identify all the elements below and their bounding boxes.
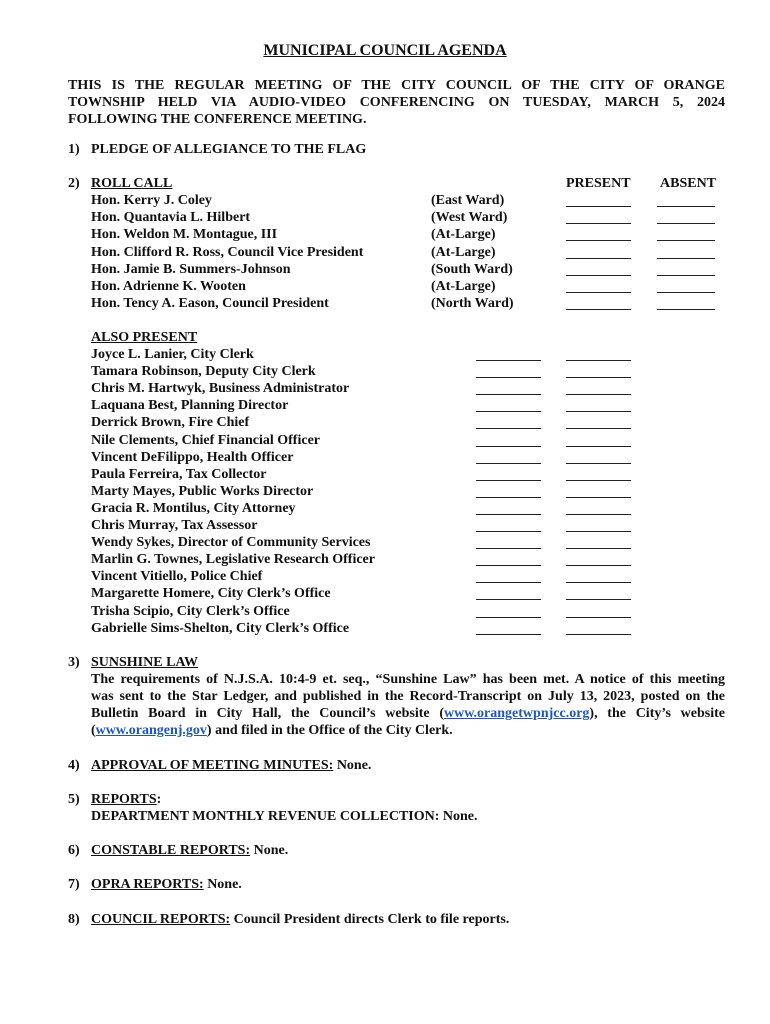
staff-name: Vincent Vitiello, Police Chief (91, 569, 263, 585)
staff-name: Paula Ferreira, Tax Collector (91, 466, 267, 482)
absent-blank-line[interactable] (566, 582, 631, 583)
reports-heading: REPORTS (91, 792, 157, 807)
absent-blank-line[interactable] (657, 309, 715, 310)
council-member-ward: (North Ward) (431, 296, 514, 312)
absent-blank-line[interactable] (566, 480, 631, 481)
present-blank-line[interactable] (566, 240, 631, 241)
staff-name: Derrick Brown, Fire Chief (91, 415, 250, 431)
item-number: 5) (68, 792, 80, 807)
council-member-name: Hon. Kerry J. Coley (91, 193, 212, 208)
staff-name: Chris M. Hartwyk, Business Administrator (91, 381, 350, 397)
absent-blank-line[interactable] (657, 292, 715, 293)
present-blank-line[interactable] (566, 223, 631, 224)
sunshine-line (91, 722, 725, 739)
council-member-name: Hon. Clifford R. Ross, Council Vice President (91, 244, 364, 260)
intro-line: THIS IS THE REGULAR MEETING OF THE CITY COUNCIL OF THE CITY OF ORANGE (68, 78, 725, 93)
council-member-ward: (South Ward) (431, 261, 513, 277)
absent-blank-line[interactable] (566, 411, 631, 412)
absent-blank-line[interactable] (566, 617, 631, 618)
staff-name: Tamara Robinson, Deputy City Clerk (91, 364, 316, 380)
absent-blank-line[interactable] (566, 446, 631, 447)
staff-name: Vincent DeFilippo, Health Officer (91, 449, 294, 465)
revenue-collection-line: DEPARTMENT MONTHLY REVENUE COLLECTION: None. (91, 809, 478, 824)
sunshine-text: ), the City’s website (589, 706, 725, 721)
council-reports-text: Council President directs Clerk to file reports. (230, 912, 510, 927)
item-number: 3) (68, 655, 80, 670)
council-member-name: Hon. Jamie B. Summers-Johnson (91, 261, 291, 277)
sunshine-law-heading: SUNSHINE LAW (91, 655, 198, 670)
staff-name: Marty Mayes, Public Works Director (91, 483, 314, 499)
item-number: 4) (68, 758, 80, 773)
absent-blank-line[interactable] (566, 599, 631, 600)
present-blank-line[interactable] (476, 480, 541, 481)
absent-blank-line[interactable] (566, 360, 631, 361)
reports-colon: : (156, 792, 162, 807)
present-blank-line[interactable] (476, 599, 541, 600)
absent-blank-line[interactable] (566, 463, 631, 464)
item-number: 8) (68, 912, 80, 927)
present-blank-line[interactable] (476, 548, 541, 549)
present-blank-line[interactable] (476, 428, 541, 429)
absent-blank-line[interactable] (566, 394, 631, 395)
staff-name: Marlin G. Townes, Legislative Research Officer (91, 552, 375, 568)
reports-item (91, 791, 161, 808)
sunshine-line (91, 705, 725, 722)
staff-name: Laquana Best, Planning Director (91, 398, 289, 414)
absent-blank-line[interactable] (657, 258, 715, 259)
council-member-ward: (At-Large) (431, 279, 496, 294)
opra-heading: OPRA REPORTS: (91, 877, 204, 892)
present-blank-line[interactable] (476, 634, 541, 635)
intro-line: TOWNSHIP HELD VIA AUDIO-VIDEO CONFERENCING ON TUESDAY, MARCH 5, 2024 (68, 95, 725, 110)
council-member-ward: (At-Large) (431, 227, 496, 243)
absent-column-header: ABSENT (660, 176, 717, 191)
absent-blank-line[interactable] (566, 634, 631, 635)
minutes-heading: APPROVAL OF MEETING MINUTES: (91, 758, 334, 773)
present-blank-line[interactable] (476, 565, 541, 566)
present-blank-line[interactable] (476, 497, 541, 498)
present-blank-line[interactable] (476, 377, 541, 378)
city-website-link[interactable]: www.orangenj.gov (95, 723, 207, 738)
council-member-name: Hon. Tency A. Eason, Council President (91, 296, 329, 312)
staff-name: Joyce L. Lanier, City Clerk (91, 347, 254, 362)
present-blank-line[interactable] (566, 292, 631, 293)
item-number: 1) (68, 142, 80, 157)
constable-heading: CONSTABLE REPORTS: (91, 843, 251, 858)
absent-blank-line[interactable] (657, 223, 715, 224)
present-column-header: PRESENT (566, 176, 631, 191)
minutes-item (91, 757, 371, 774)
staff-name: Gabrielle Sims-Shelton, City Clerk’s Office (91, 620, 350, 636)
item-number: 2) (68, 176, 80, 191)
absent-blank-line[interactable] (566, 377, 631, 378)
present-blank-line[interactable] (476, 617, 541, 618)
present-blank-line[interactable] (566, 206, 631, 207)
council-member-name: Hon. Adrienne K. Wooten (91, 279, 246, 294)
absent-blank-line[interactable] (566, 497, 631, 498)
intro-paragraph (68, 77, 725, 128)
present-blank-line[interactable] (476, 394, 541, 395)
sunshine-line: The requirements of N.J.S.A. 10:4-9 et. seq., “Sunshine Law” has been met. A notice of this meeting (91, 672, 725, 687)
present-blank-line[interactable] (476, 463, 541, 464)
absent-blank-line[interactable] (657, 240, 715, 241)
staff-name: Margarette Homere, City Clerk’s Office (91, 586, 331, 602)
absent-blank-line[interactable] (566, 428, 631, 429)
sunshine-text: Bulletin Board in City Hall, the Council’s website ( (91, 706, 444, 721)
constable-status: None. (250, 843, 289, 858)
staff-name: Chris Murray, Tax Assessor (91, 518, 258, 533)
also-present-heading: ALSO PRESENT (91, 330, 198, 345)
absent-blank-line[interactable] (657, 275, 715, 276)
council-member-name: Hon. Quantavia L. Hilbert (91, 210, 251, 226)
staff-name: Nile Clements, Chief Financial Officer (91, 432, 321, 448)
pledge-heading: PLEDGE OF ALLEGIANCE TO THE FLAG (91, 142, 367, 157)
present-blank-line[interactable] (566, 309, 631, 310)
council-member-ward: (At-Large) (431, 244, 496, 260)
present-blank-line[interactable] (476, 446, 541, 447)
sunshine-law-text (91, 671, 725, 739)
sunshine-text: ( (91, 723, 96, 738)
opra-status: None. (203, 877, 242, 892)
present-blank-line[interactable] (476, 514, 541, 515)
present-blank-line[interactable] (476, 411, 541, 412)
present-blank-line[interactable] (566, 275, 631, 276)
page-title: MUNICIPAL COUNCIL AGENDA (263, 42, 507, 59)
minutes-status: None. (333, 758, 372, 773)
council-reports-heading: COUNCIL REPORTS: (91, 912, 231, 927)
council-member-ward: (West Ward) (431, 210, 508, 226)
opra-item (91, 876, 242, 893)
constable-item (91, 842, 288, 859)
absent-blank-line[interactable] (657, 206, 715, 207)
intro-line: FOLLOWING THE CONFERENCE MEETING. (68, 112, 367, 127)
absent-blank-line[interactable] (566, 548, 631, 549)
council-reports-item (91, 911, 509, 928)
absent-blank-line[interactable] (566, 565, 631, 566)
item-number: 7) (68, 877, 80, 892)
item-number: 6) (68, 843, 80, 858)
council-member-name: Hon. Weldon M. Montague, III (91, 227, 278, 243)
roll-call-heading: ROLL CALL (91, 176, 173, 191)
staff-name: Wendy Sykes, Director of Community Services (91, 535, 371, 551)
sunshine-line: was sent to the Star Ledger, and published in the Record-Transcript on July 13, 2023, posted on the (91, 689, 725, 704)
absent-blank-line[interactable] (566, 514, 631, 515)
council-website-link[interactable]: www.orangetwpnjcc.org (444, 706, 590, 721)
sunshine-text: ) and filed in the Office of the City Clerk. (206, 723, 453, 738)
staff-name: Trisha Scipio, City Clerk’s Office (91, 603, 290, 619)
present-blank-line[interactable] (566, 258, 631, 259)
absent-blank-line[interactable] (566, 531, 631, 532)
staff-name: Gracia R. Montilus, City Attorney (91, 500, 296, 516)
present-blank-line[interactable] (476, 531, 541, 532)
council-member-ward: (East Ward) (431, 193, 505, 208)
present-blank-line[interactable] (476, 360, 541, 361)
present-blank-line[interactable] (476, 582, 541, 583)
